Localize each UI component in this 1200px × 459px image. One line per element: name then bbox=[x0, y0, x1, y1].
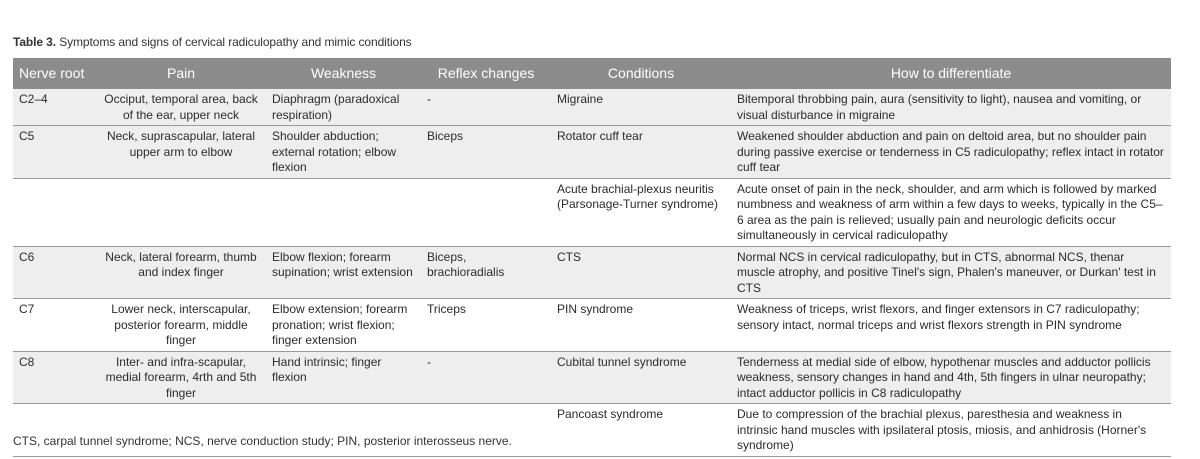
cell-condition: Pancoast syndrome bbox=[551, 404, 731, 457]
cell-condition: Migraine bbox=[551, 89, 731, 126]
cell-differentiate: Weakness of triceps, wrist flexors, and finger extensors in C7 radiculopathy; sensory intact, normal triceps and wrist flexors strength in PIN syndrome bbox=[731, 299, 1171, 352]
cell-pain bbox=[96, 404, 266, 457]
cell-nerve-root: C6 bbox=[13, 246, 96, 299]
cell-differentiate: Bitemporal throbbing pain, aura (sensitivity to light), nausea and vomiting, or visual disturbance in migraine bbox=[731, 89, 1171, 126]
header-nerve-root: Nerve root bbox=[13, 58, 96, 89]
cell-nerve-root bbox=[13, 178, 96, 246]
cell-weakness: Shoulder abduction; external rotation; elbow flexion bbox=[266, 126, 421, 179]
cell-pain: Neck, lateral forearm, thumb and index finger bbox=[96, 246, 266, 299]
cell-weakness: Hand intrinsic; finger flexion bbox=[266, 351, 421, 404]
cell-nerve-root bbox=[13, 404, 96, 457]
cell-differentiate: Normal NCS in cervical radiculopathy, but in CTS, abnormal NCS, thenar muscle atrophy, and positive Tinel's sign, Phalen's maneuver, or Durkan' test in CTS bbox=[731, 246, 1171, 299]
cell-reflex bbox=[421, 404, 551, 457]
table-row bbox=[13, 351, 1171, 404]
cell-reflex: - bbox=[421, 89, 551, 126]
table-title: Symptoms and signs of cervical radiculopathy and mimic conditions bbox=[56, 35, 412, 49]
cell-differentiate: Acute onset of pain in the neck, shoulder, and arm which is followed by marked numbness and weakness of arm within a few days to weeks, typically in the C5–6 area as the pain is relieved; usually pain and neurologic deficits occur simultaneously in cervical radiculopathy bbox=[731, 178, 1171, 246]
cell-nerve-root: C8 bbox=[13, 351, 96, 404]
table-row bbox=[13, 404, 1171, 457]
header-reflex-changes: Reflex changes bbox=[421, 58, 551, 89]
cell-weakness: Elbow extension; forearm pronation; wrist flexion; finger extension bbox=[266, 299, 421, 352]
cell-reflex: Biceps, brachioradialis bbox=[421, 246, 551, 299]
header-pain: Pain bbox=[96, 58, 266, 89]
cell-weakness: Diaphragm (paradoxical respiration) bbox=[266, 89, 421, 126]
header-how-to-differentiate: How to differentiate bbox=[731, 58, 1171, 89]
cell-reflex: Biceps bbox=[421, 126, 551, 179]
table-row bbox=[13, 299, 1171, 352]
cell-pain: Occiput, temporal area, back of the ear, upper neck bbox=[96, 89, 266, 126]
cell-reflex: - bbox=[421, 351, 551, 404]
table-header-row bbox=[13, 58, 1171, 89]
cell-nerve-root: C7 bbox=[13, 299, 96, 352]
cell-pain: Inter- and infra-scapular, medial forearm, 4rth and 5th finger bbox=[96, 351, 266, 404]
symptoms-table bbox=[13, 58, 1171, 457]
cell-pain bbox=[96, 178, 266, 246]
table-row bbox=[13, 178, 1171, 246]
table-number: Table 3. bbox=[13, 35, 56, 49]
cell-weakness bbox=[266, 178, 421, 246]
cell-nerve-root: C5 bbox=[13, 126, 96, 179]
cell-differentiate: Weakened shoulder abduction and pain on deltoid area, but no shoulder pain during passive exercise or tenderness in C5 radiculopathy; reflex intact in rotator cuff tear bbox=[731, 126, 1171, 179]
cell-pain: Lower neck, interscapular, posterior forearm, middle finger bbox=[96, 299, 266, 352]
cell-differentiate: Tenderness at medial side of elbow, hypothenar muscles and adductor pollicis weakness, sensory changes in hand and 4th, 5th fingers in ulnar neuropathy; intact adductor pollicis in C8 radiculopathy bbox=[731, 351, 1171, 404]
cell-nerve-root: C2–4 bbox=[13, 89, 96, 126]
cell-condition: Acute brachial-plexus neuritis (Parsonage-Turner syndrome) bbox=[551, 178, 731, 246]
cell-condition: CTS bbox=[551, 246, 731, 299]
cell-condition: Rotator cuff tear bbox=[551, 126, 731, 179]
cell-differentiate: Due to compression of the brachial plexus, paresthesia and weakness in intrinsic hand muscles with ipsilateral ptosis, miosis, and anhidrosis (Horner's syndrome) bbox=[731, 404, 1171, 457]
table-footnote: CTS, carpal tunnel syndrome; NCS, nerve conduction study; PIN, posterior interosseus nerve. bbox=[13, 434, 512, 448]
table-row bbox=[13, 246, 1171, 299]
cell-pain: Neck, suprascapular, lateral upper arm to elbow bbox=[96, 126, 266, 179]
header-conditions: Conditions bbox=[551, 58, 731, 89]
cell-condition: PIN syndrome bbox=[551, 299, 731, 352]
cell-reflex bbox=[421, 178, 551, 246]
table-row bbox=[13, 89, 1171, 126]
table-caption bbox=[13, 35, 412, 49]
cell-weakness: Elbow flexion; forearm supination; wrist extension bbox=[266, 246, 421, 299]
cell-weakness bbox=[266, 404, 421, 457]
cell-condition: Cubital tunnel syndrome bbox=[551, 351, 731, 404]
table-row bbox=[13, 126, 1171, 179]
cell-reflex: Triceps bbox=[421, 299, 551, 352]
header-weakness: Weakness bbox=[266, 58, 421, 89]
